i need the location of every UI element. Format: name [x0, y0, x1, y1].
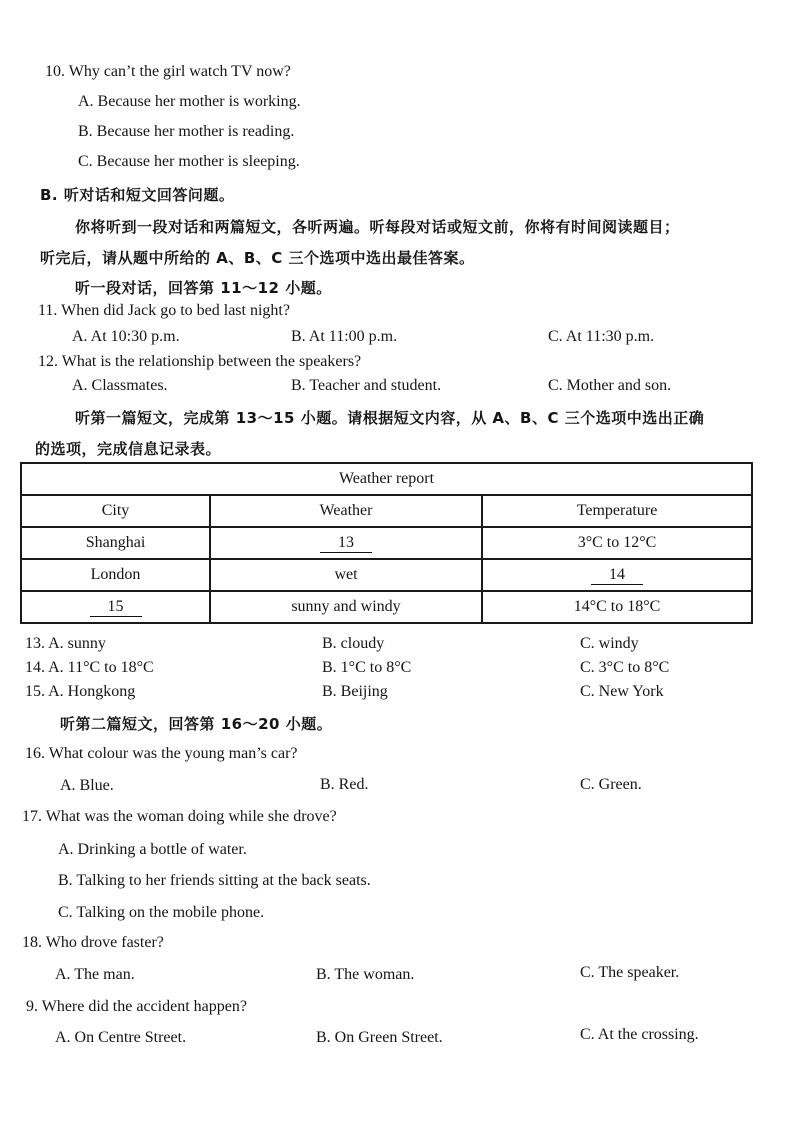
option-11-c: C. At 11:30 p.m.	[548, 328, 655, 345]
option-11-a: A. At 10:30 p.m.	[72, 328, 180, 345]
cell-temperature: 14°C to 18°C	[482, 591, 752, 623]
option-10-a: A. Because her mother is working.	[78, 93, 301, 110]
dialogue-instruction: 听一段对话，回答第 11～12 小题。	[75, 279, 332, 297]
table-row	[21, 591, 752, 623]
section-b-heading: B. 听对话和短文回答问题。	[40, 186, 235, 204]
cell-temperature: 3°C to 12°C	[482, 527, 752, 559]
option-15-a: 15. A. Hongkong	[25, 683, 136, 700]
option-16-a: A. Blue.	[60, 777, 114, 794]
header-city: City	[21, 495, 210, 527]
option-11-b: B. At 11:00 p.m.	[291, 328, 398, 345]
option-19-a: A. On Centre Street.	[55, 1029, 187, 1046]
option-18-a: A. The man.	[55, 966, 135, 983]
question-11: 11. When did Jack go to bed last night?	[38, 302, 290, 319]
cell-city-blank	[21, 591, 210, 623]
option-13-c: C. windy	[580, 635, 639, 652]
header-weather: Weather	[210, 495, 482, 527]
table-row	[21, 527, 752, 559]
cell-temperature-blank	[482, 559, 752, 591]
answer-blank-14: 14	[591, 566, 643, 585]
option-13-b: B. cloudy	[322, 635, 385, 652]
question-17: 17. What was the woman doing while she drove?	[22, 808, 337, 825]
option-14-c: C. 3°C to 8°C	[580, 659, 670, 676]
option-17-a: A. Drinking a bottle of water.	[58, 841, 247, 858]
question-12: 12. What is the relationship between the speakers?	[38, 353, 362, 370]
table-header-row	[21, 495, 752, 527]
option-14-b: B. 1°C to 8°C	[322, 659, 412, 676]
passage-2-instruction: 听第二篇短文，回答第 16～20 小题。	[60, 715, 333, 733]
cell-weather: wet	[210, 559, 482, 591]
question-18: 18. Who drove faster?	[22, 934, 164, 951]
option-12-a: A. Classmates.	[72, 377, 168, 394]
option-18-b: B. The woman.	[316, 966, 415, 983]
passage-1-instruction-1: 听第一篇短文，完成第 13～15 小题。请根据短文内容，从 A、B、C 三个选项中选出正确	[75, 409, 705, 427]
cell-weather-blank	[210, 527, 482, 559]
question-19: 9. Where did the accident happen?	[26, 998, 247, 1015]
option-19-b: B. On Green Street.	[316, 1029, 443, 1046]
option-14-a: 14. A. 11°C to 18°C	[25, 659, 154, 676]
weather-report-table	[20, 462, 753, 624]
option-18-c: C. The speaker.	[580, 964, 680, 981]
cell-weather: sunny and windy	[210, 591, 482, 623]
option-12-c: C. Mother and son.	[548, 377, 672, 394]
passage-1-instruction-2: 的选项，完成信息记录表。	[35, 440, 222, 458]
answer-blank-13: 13	[320, 534, 372, 553]
cell-city: Shanghai	[21, 527, 210, 559]
option-10-c: C. Because her mother is sleeping.	[78, 153, 300, 170]
option-19-c: C. At the crossing.	[580, 1026, 699, 1043]
cell-city: London	[21, 559, 210, 591]
option-17-c: C. Talking on the mobile phone.	[58, 904, 265, 921]
option-16-c: C. Green.	[580, 776, 642, 793]
header-temperature: Temperature	[482, 495, 752, 527]
option-17-b: B. Talking to her friends sitting at the back seats.	[58, 872, 371, 889]
option-15-b: B. Beijing	[322, 683, 388, 700]
option-12-b: B. Teacher and student.	[291, 377, 442, 394]
section-b-instruction-1: 你将听到一段对话和两篇短文，各听两遍。听每段对话或短文前，你将有时间阅读题目；	[75, 218, 680, 236]
option-13-a: 13. A. sunny	[25, 635, 106, 652]
option-15-c: C. New York	[580, 683, 664, 700]
table-row	[21, 559, 752, 591]
table-title: Weather report	[21, 463, 752, 495]
question-10: 10. Why can’t the girl watch TV now?	[45, 63, 291, 80]
question-16: 16. What colour was the young man’s car?	[25, 745, 298, 762]
option-16-b: B. Red.	[320, 776, 369, 793]
answer-blank-15: 15	[90, 598, 142, 617]
section-b-instruction-2: 听完后，请从题中所给的 A、B、C 三个选项中选出最佳答案。	[40, 249, 475, 267]
option-10-b: B. Because her mother is reading.	[78, 123, 295, 140]
